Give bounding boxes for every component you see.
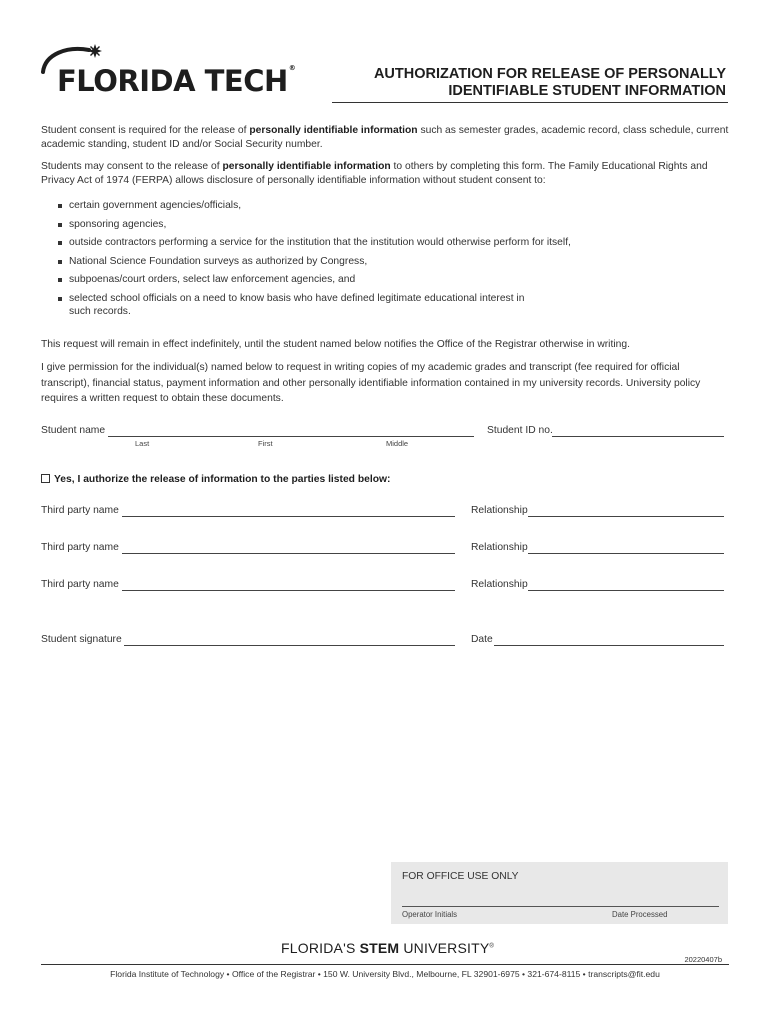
third-party-name-field[interactable] bbox=[122, 553, 455, 554]
third-party-name-label: Third party name bbox=[41, 579, 119, 590]
list-item: outside contractors performing a service for the institution that the institution would otherwise perform for itself, bbox=[41, 236, 571, 250]
relationship-label: Relationship bbox=[471, 579, 528, 590]
list-item: National Science Foundation surveys as authorized by Congress, bbox=[41, 255, 549, 269]
operator-initials-caption: Operator Initials bbox=[402, 910, 458, 919]
relationship-field[interactable] bbox=[528, 590, 724, 591]
first-name-caption: First bbox=[258, 439, 273, 448]
stem-tagline: FLORIDA'S STEM UNIVERSITY® bbox=[281, 940, 495, 956]
logo-star-icon bbox=[88, 44, 102, 58]
third-party-name-field[interactable] bbox=[122, 590, 455, 591]
intro-p1-bold: personally identifiable information bbox=[249, 125, 418, 136]
student-signature-field[interactable] bbox=[124, 645, 455, 646]
date-label: Date bbox=[471, 634, 493, 645]
authorize-label: Yes, I authorize the release of information to the parties listed below: bbox=[54, 474, 391, 485]
footer-contact: Florida Institute of Technology • Office of the Registrar • 150 W. University Blvd., Melbourne, FL 32901-6975 • 321-674-8115 • transcripts@fit.edu bbox=[110, 969, 660, 979]
florida-tech-logo bbox=[37, 42, 296, 102]
middle-name-caption: Middle bbox=[386, 439, 409, 448]
permission-paragraph: I give permission for the individual(s) named below to request in writing copies of my academic grades and transcript (fee required for official transcript), financial status, payment information and other personally identifiable information contained in my university records. University policy requires a written request to obtain these documents. bbox=[41, 362, 701, 404]
student-name-label: Student name bbox=[41, 425, 106, 436]
form-title-line2: IDENTIFIABLE STUDENT INFORMATION bbox=[448, 83, 726, 99]
footer-divider bbox=[41, 964, 729, 965]
student-id-label: Student ID no. bbox=[487, 425, 553, 436]
last-name-caption: Last bbox=[135, 439, 150, 448]
list-item: certain government agencies/officials, bbox=[41, 199, 549, 213]
relationship-field[interactable] bbox=[528, 516, 724, 517]
form-code: 20220407b bbox=[684, 955, 722, 964]
list-item: sponsoring agencies, bbox=[41, 218, 549, 232]
student-id-field[interactable] bbox=[552, 436, 724, 437]
office-use-box bbox=[391, 862, 728, 924]
student-name-field[interactable] bbox=[108, 436, 474, 437]
authorize-checkbox[interactable] bbox=[41, 474, 50, 483]
logo-registered-mark: ® bbox=[288, 64, 296, 72]
intro-p2-bold: personally identifiable information bbox=[222, 161, 391, 172]
third-party-name-field[interactable] bbox=[122, 516, 455, 517]
student-signature-label: Student signature bbox=[41, 634, 122, 645]
effect-paragraph: This request will remain in effect indefinitely, until the student named below notifies the Office of the Registrar otherwise in writing. bbox=[41, 339, 630, 350]
ferpa-exceptions-list bbox=[41, 199, 571, 324]
list-item: selected school officials on a need to know basis who have defined legitimate educational interest in such records. bbox=[41, 292, 549, 319]
logo-text: FLORIDA TECH bbox=[57, 64, 288, 98]
relationship-label: Relationship bbox=[471, 542, 528, 553]
relationship-label: Relationship bbox=[471, 505, 528, 516]
date-processed-caption: Date Processed bbox=[612, 910, 668, 919]
relationship-field[interactable] bbox=[528, 553, 724, 554]
third-party-name-label: Third party name bbox=[41, 505, 119, 516]
form-title bbox=[374, 66, 726, 100]
third-party-name-label: Third party name bbox=[41, 542, 119, 553]
title-divider bbox=[332, 102, 728, 103]
form-title-line1: AUTHORIZATION FOR RELEASE OF PERSONALLY bbox=[373, 66, 726, 82]
intro-paragraph-1: Student consent is required for the release of personally identifiable information such as semester grades, academic record, class schedule, current academic standing, student ID and/or Social Security number. bbox=[41, 125, 729, 150]
list-item: subpoenas/court orders, select law enforcement agencies, and bbox=[41, 273, 549, 287]
date-field[interactable] bbox=[494, 645, 724, 646]
office-use-title: FOR OFFICE USE ONLY bbox=[402, 871, 519, 882]
office-use-line[interactable] bbox=[402, 906, 719, 907]
authorize-checkbox-row[interactable] bbox=[41, 474, 390, 485]
intro-paragraph-2: Students may consent to the release of personally identifiable information to others by completing this form. The Family Educational Rights and Privacy Act of 1974 (FERPA) allows disclosure of personally identifiable information without student consent to: bbox=[41, 161, 708, 186]
